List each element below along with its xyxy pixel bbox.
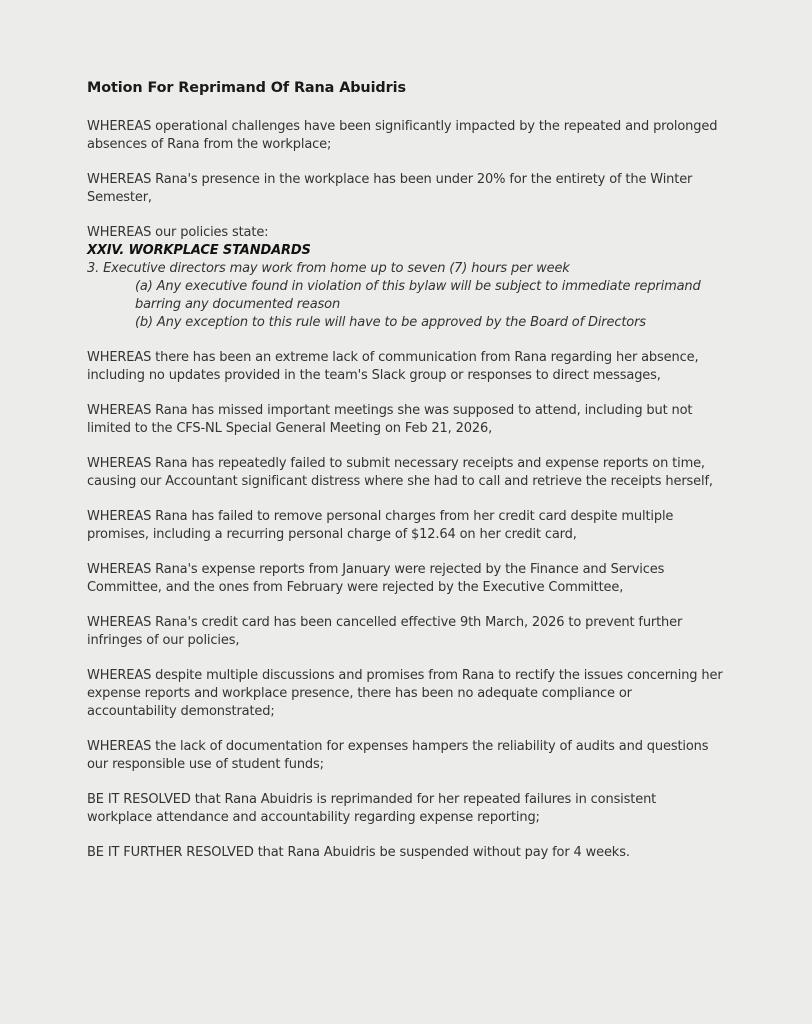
whereas-paragraph: WHEREAS Rana has missed important meetings she was supposed to attend, including but not limited to the CFS-NL Special General Meeting on Feb 21, 2026,: [87, 403, 693, 436]
further-resolved-paragraph: BE IT FURTHER RESOLVED that Rana Abuidris be suspended without pay for 4 weeks.: [87, 845, 630, 860]
whereas-paragraph: WHEREAS the lack of documentation for expenses hampers the reliability of audits and questions our responsible use of student funds;: [87, 739, 709, 772]
whereas-paragraph: WHEREAS Rana has repeatedly failed to submit necessary receipts and expense reports on time, causing our Accountant significant distress where she had to call and retrieve the receipts herself,: [87, 456, 713, 489]
policy-quote: [87, 224, 724, 332]
resolved-paragraph: BE IT RESOLVED that Rana Abuidris is reprimanded for her repeated failures in consistent workplace attendance and accountability regarding expense reporting;: [87, 792, 657, 825]
whereas-paragraph: WHEREAS operational challenges have been significantly impacted by the repeated and prolonged absences of Rana from the workplace;: [87, 119, 718, 152]
whereas-paragraph: WHEREAS despite multiple discussions and promises from Rana to rectify the issues concerning her expense reports and workplace presence, there has been no adequate compliance or accountability demonstrated;: [87, 668, 723, 719]
policy-subclause-a: (a) Any executive found in violation of this bylaw will be subject to immediate reprimand barring any documented reason: [135, 279, 701, 312]
whereas-paragraph: WHEREAS there has been an extreme lack of communication from Rana regarding her absence, including no updates provided in the team's Slack group or responses to direct messages,: [87, 350, 699, 383]
policy-rule: 3. Executive directors may work from home up to seven (7) hours per week: [87, 261, 570, 276]
whereas-paragraph: WHEREAS Rana has failed to remove personal charges from her credit card despite multiple promises, including a recurring personal charge of $12.64 on her credit card,: [87, 509, 674, 542]
policy-heading: XXIV. WORKPLACE STANDARDS: [87, 243, 311, 258]
whereas-paragraph: WHEREAS Rana's expense reports from January were rejected by the Finance and Services Committee, and the ones from February were rejected by the Executive Committee,: [87, 562, 665, 595]
whereas-paragraph: WHEREAS Rana's presence in the workplace has been under 20% for the entirety of the Winter Semester,: [87, 172, 693, 205]
document-title: Motion For Reprimand Of Rana Abuidris: [87, 80, 406, 96]
policy-subclause-b: (b) Any exception to this rule will have to be approved by the Board of Directors: [135, 315, 646, 330]
policy-intro: WHEREAS our policies state:: [87, 225, 269, 240]
whereas-paragraph: WHEREAS Rana's credit card has been cancelled effective 9th March, 2026 to prevent further infringes of our policies,: [87, 615, 683, 648]
